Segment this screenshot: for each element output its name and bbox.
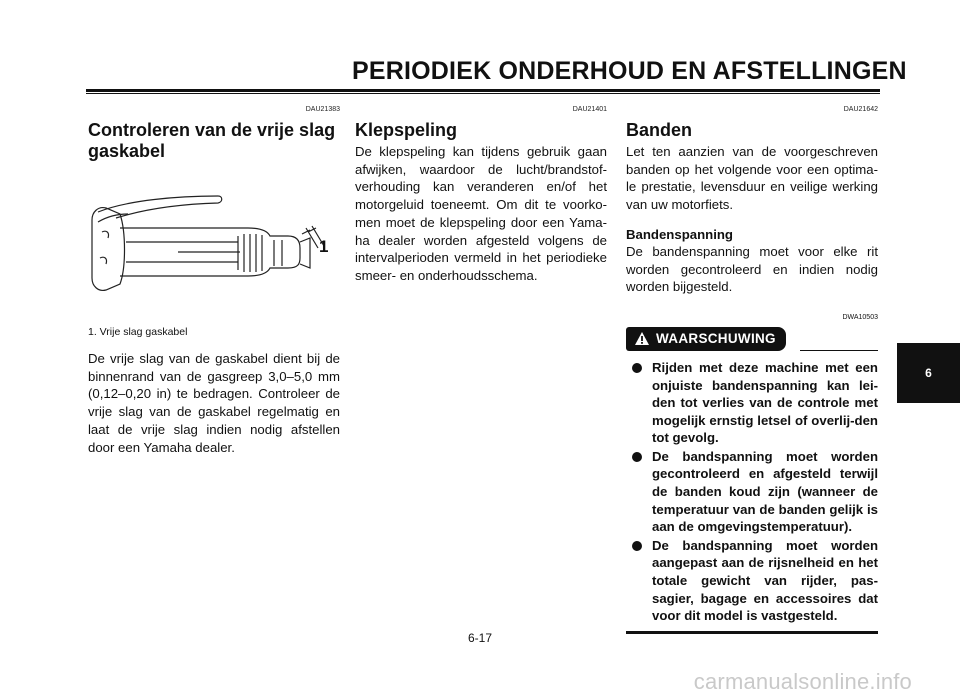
section-body: De vrije slag van de gaskabel dient bij de binnenrand van de gasgreep 3,0–5,0 mm (0,12–0,20 in) te bedragen. Controleer de vrije slag van de gaskabel regelmatig en laat de vrije slag indien nodig afstellen door een Yamaha dealer. [88,351,340,455]
warning-end-rule [626,631,878,634]
subheading-tire-pressure: Bandenspanning [626,226,733,242]
warning-item [626,448,878,536]
page-number: 6-17 [467,631,493,645]
section-body: De klepspeling kan tijdens gebruik gaan afwijken, waardoor de lucht/brandstof-verhouding kan veranderen en/of het motorgeluid toeneemt. Om dit te voorko-men moet de klepspeling door een Yama-ha dealer worden afgesteld volgens de intervalperioden vermeld in het periodieke smeer- en onderhoudsschema. [355,144,607,283]
column-throttle-cable [88,106,340,456]
section-code: DAU21383 [305,106,340,113]
section-heading: Controleren van de vrije slag gaskabel [88,120,336,161]
throttle-grip-drawing [88,172,340,312]
figure-callout-1: 1 [319,237,329,256]
column-tires [626,106,878,634]
warning-header [626,327,878,353]
header-rule [86,89,880,92]
warning-label: WAARSCHUWING [656,331,776,347]
chapter-tab: 6 [897,343,960,403]
warning-header-rule [800,350,878,351]
warning-triangle-icon [634,331,650,346]
warning-list [626,359,878,625]
warning-item [626,537,878,625]
bullet-icon [632,363,642,373]
section-body: Let ten aanzien van de voorgeschreven banden op het volgende voor een optima-le prestatie, levensduur en veilige werking van uw motorfiets. [626,144,878,213]
section-heading: Klepspeling [355,120,458,140]
section-code: DAU21642 [843,106,878,113]
warning-badge [626,327,786,351]
warning-item-text: Rijden met deze machine met een onjuiste bandenspanning kan lei-den tot verlies van de controle met mogelijk ernstig letsel of overlij-den tot gevolg. [652,359,878,446]
page-header-title: PERIODIEK ONDERHOUD EN AFSTELLINGEN [352,57,907,85]
warning-code: DWA10503 [842,313,878,321]
watermark: carmanualsonline.info [693,669,912,694]
throttle-grip-illustration [88,172,340,312]
column-valve-clearance [355,106,607,285]
bullet-icon [632,452,642,462]
warning-item [626,359,878,447]
subsection-body: De bandenspanning moet voor elke rit worden gecontroleerd en indien nodig worden bijgesteld. [626,243,878,295]
warning-item-text: De bandspanning moet worden gecontroleerd en afgesteld terwijl de banden koud zijn (wanneer de temperatuur van de banden gelijk is aan de omgevingstemperatuur). [652,448,878,535]
header-rule-thin [86,93,880,94]
bullet-icon [632,541,642,551]
warning-item-text: De bandspanning moet worden aangepast aan de rijsnelheid en het totale gewicht van rijder, pas-sagier, bagage en accessoires dat voor dit model is vastgesteld. [652,537,878,624]
figure-caption: 1. Vrije slag gaskabel [88,326,188,338]
section-code: DAU21401 [572,106,607,113]
section-heading: Banden [626,120,693,140]
